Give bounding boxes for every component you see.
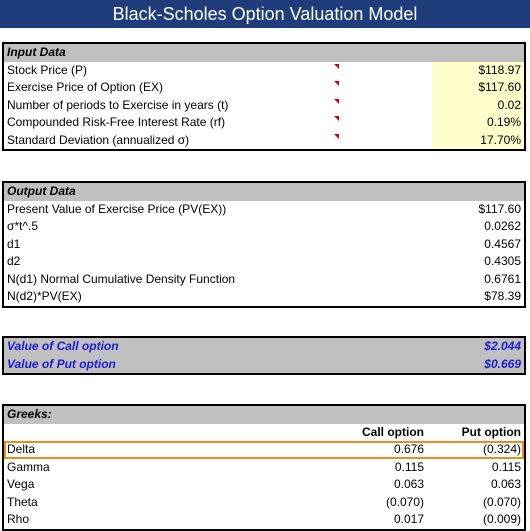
input-label: Exercise Price of Option (EX) [7,80,164,94]
output-value[interactable]: 0.6761 [484,271,521,286]
greek-put-value[interactable]: 0.063 [490,477,521,491]
comment-marker-icon[interactable] [334,81,339,86]
exercise-price-value[interactable]: $117.60 [478,80,521,94]
input-row-stock-price[interactable] [4,62,524,80]
input-label: Stock Price (P) [7,62,88,77]
put-option-column-header[interactable]: Put option [461,424,521,439]
greek-row-rho[interactable] [4,511,524,529]
output-data-header-label: Output Data [7,184,76,198]
comment-marker-icon[interactable] [334,99,339,104]
greek-put-value[interactable]: (0.070) [482,494,521,509]
greek-call-value[interactable]: 0.676 [393,442,424,456]
greek-call-value[interactable]: (0.070) [385,494,424,509]
comment-marker-icon[interactable] [334,134,339,139]
input-row-std-dev[interactable] [4,132,524,150]
output-value[interactable]: 0.4305 [484,254,521,268]
periods-value[interactable]: 0.02 [497,97,521,112]
output-label: Present Value of Exercise Price (PV(EX)) [7,201,227,216]
input-row-periods[interactable] [4,97,524,115]
sheet-title: Black-Scholes Option Valuation Model [0,0,530,28]
output-label: d1 [7,236,21,251]
output-label: σ*t^.5 [7,219,39,233]
greeks-section [2,404,526,531]
greeks-column-headers [4,424,524,442]
output-data-header[interactable] [4,183,524,201]
output-row[interactable] [4,218,524,236]
call-value-row[interactable] [4,338,524,356]
put-value-row[interactable] [4,356,524,374]
call-value-label: Value of Call option [7,339,119,353]
input-label: Compounded Risk-Free Interest Rate (rf) [7,115,226,129]
output-row[interactable] [4,253,524,271]
output-value[interactable]: 0.0262 [484,219,521,233]
greek-call-value[interactable]: 0.017 [393,512,424,526]
input-data-header-label: Input Data [7,45,66,59]
greek-label: Delta [7,442,36,456]
comment-marker-icon[interactable] [334,116,339,121]
greek-row-theta[interactable] [4,494,524,512]
output-row[interactable] [4,271,524,289]
output-value[interactable]: $78.39 [484,289,521,303]
output-row[interactable] [4,236,524,254]
greek-row-vega[interactable] [4,476,524,494]
input-label: Number of periods to Exercise in years (t) [7,97,229,112]
output-label: d2 [7,254,21,268]
greek-call-value[interactable]: 0.115 [394,459,424,474]
greek-row-delta[interactable] [4,441,524,459]
output-data-section [2,181,526,308]
stock-price-value[interactable]: $118.97 [478,62,521,77]
greek-label: Vega [7,477,35,491]
option-value-section [2,336,526,375]
greek-label: Rho [7,512,30,526]
input-row-exercise-price[interactable] [4,79,524,97]
greeks-header-label: Greeks: [7,407,52,421]
greek-put-value[interactable]: 0.115 [491,459,521,474]
output-label: N(d2)*PV(EX) [7,289,82,303]
greek-label: Gamma [7,459,50,474]
output-row[interactable] [4,201,524,219]
greek-label: Theta [7,494,38,509]
greek-call-value[interactable]: 0.063 [393,477,424,491]
greek-put-value[interactable]: (0.009) [482,512,521,526]
std-dev-value[interactable]: 17.70% [480,132,521,147]
output-row[interactable] [4,288,524,306]
comment-marker-icon[interactable] [334,64,339,69]
output-value[interactable]: 0.4567 [484,236,521,251]
output-value[interactable]: $117.60 [478,201,521,216]
output-label: N(d1) Normal Cumulative Density Function [7,271,236,286]
delta-highlight-box [4,441,524,459]
input-data-section [2,42,526,151]
put-value-label: Value of Put option [7,356,116,371]
input-data-header[interactable] [4,44,524,62]
input-label: Standard Deviation (annualized σ) [7,132,190,147]
greek-row-gamma[interactable] [4,459,524,477]
input-row-risk-free-rate[interactable] [4,114,524,132]
put-value[interactable]: $0.669 [484,356,521,371]
call-option-column-header[interactable]: Call option [362,424,424,439]
greek-put-value[interactable]: (0.324) [482,442,521,456]
call-value[interactable]: $2.044 [484,339,521,353]
risk-free-rate-value[interactable]: 0.19% [486,115,521,129]
greeks-header[interactable] [4,406,524,424]
